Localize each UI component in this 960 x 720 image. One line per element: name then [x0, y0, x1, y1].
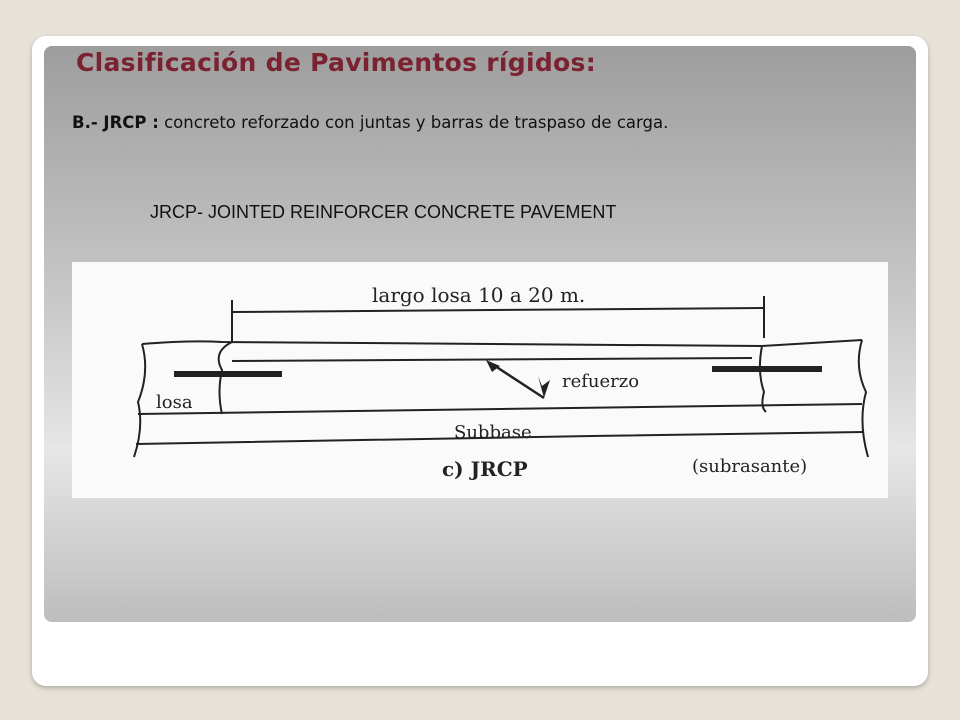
jrcp-diagram-svg — [72, 262, 888, 498]
reinforcement-arrow — [492, 364, 544, 398]
jrcp-diagram — [72, 262, 888, 498]
right-break-line — [859, 340, 868, 457]
slab-bottom-edge — [138, 404, 862, 414]
subgrade-label: (subrasante) — [692, 456, 808, 477]
reinforcement-arrow-tail — [486, 360, 500, 372]
section-description — [72, 110, 872, 136]
dimension-line — [232, 308, 764, 312]
section-text: concreto reforzado con juntas y barras de traspaso de carga. — [158, 113, 669, 132]
reinforcement-label: refuerzo — [562, 371, 640, 392]
joint-right — [760, 346, 766, 412]
joint-left — [219, 342, 232, 414]
subbase-label: Subbase — [454, 422, 532, 443]
left-break-line — [134, 344, 145, 457]
slab-label: losa — [156, 392, 193, 413]
diagram-caption: c) JRCP — [442, 457, 528, 481]
figure-subtitle: JRCP- JOINTED REINFORCER CONCRETE PAVEMENT — [150, 202, 617, 222]
slab-top-edge — [142, 340, 862, 346]
dimension-label: largo losa 10 a 20 m. — [372, 283, 586, 307]
dowel-bar-left — [174, 371, 282, 377]
reinforcement-line — [232, 358, 752, 361]
slide-title: Clasificación de Pavimentos rígidos: — [76, 48, 597, 77]
dowel-bar-right — [712, 366, 822, 372]
section-label: B.- JRCP : — [72, 113, 159, 132]
